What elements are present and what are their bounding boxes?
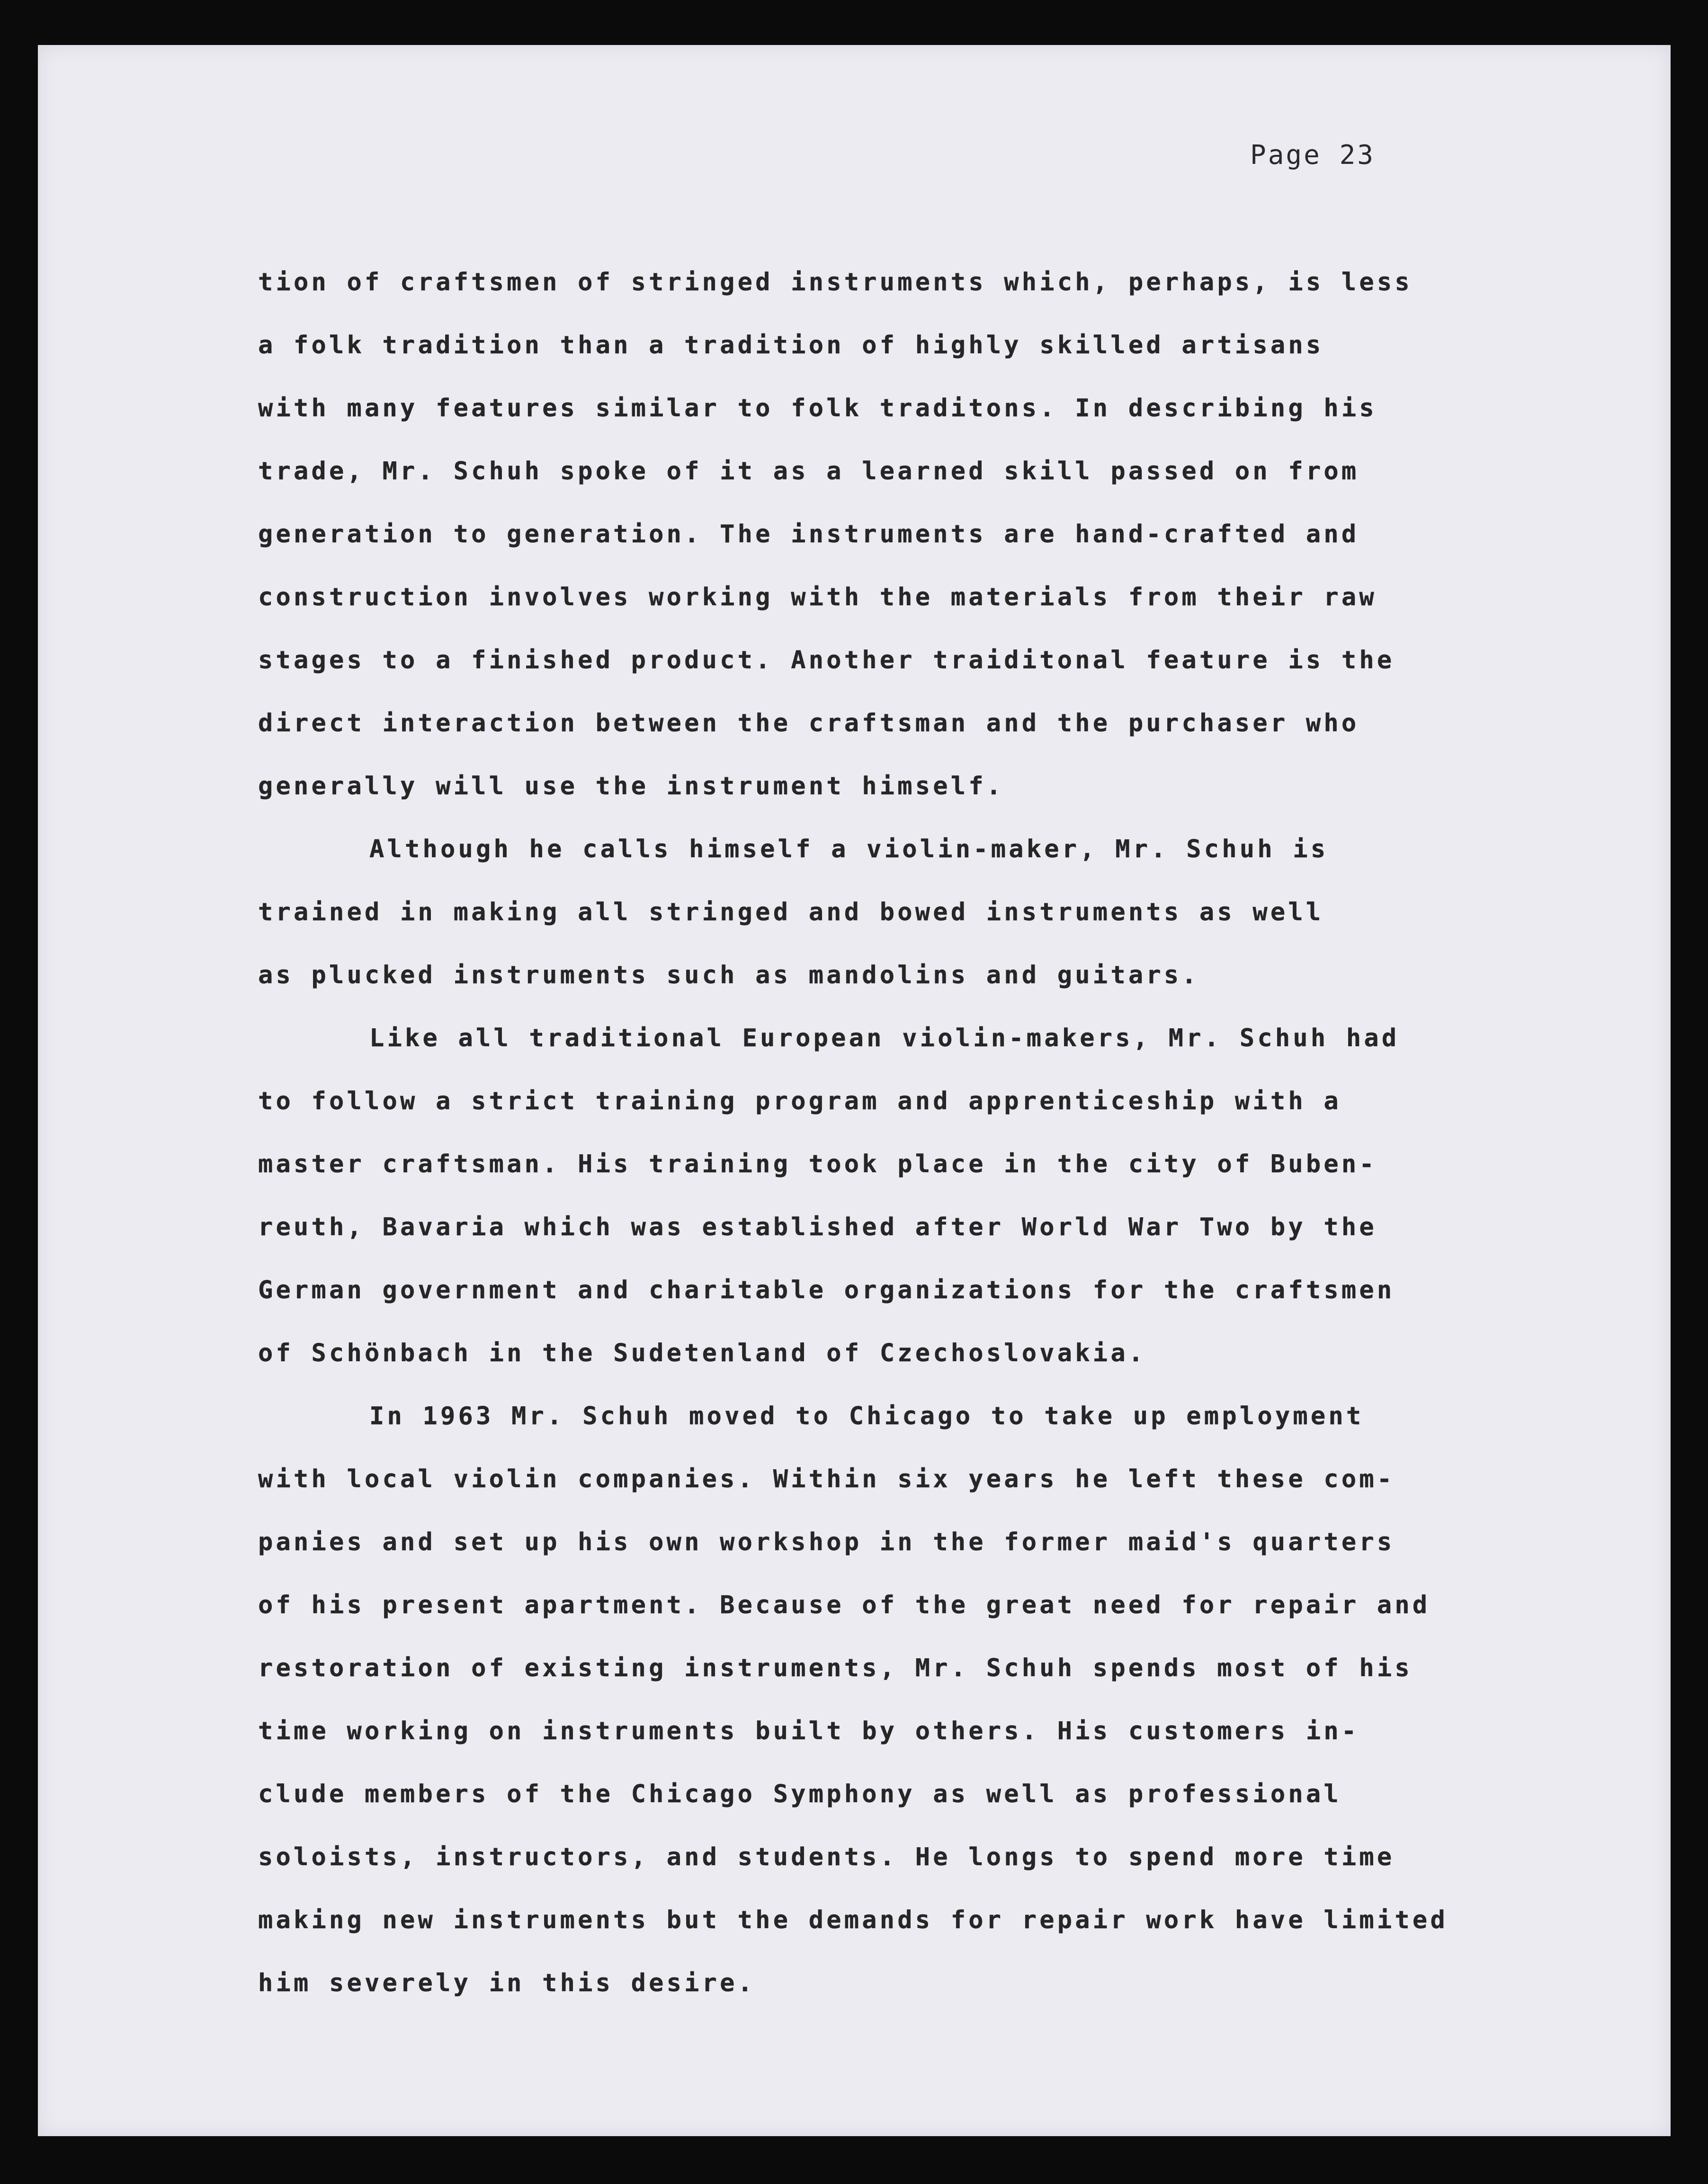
text-line: soloists, instructors, and students. He longs to spend more time	[258, 1843, 1395, 1871]
paragraph-start-line: In 1963 Mr. Schuh moved to Chicago to take up employment	[369, 1402, 1364, 1430]
text-line: a folk tradition than a tradition of highly skilled artisans	[258, 331, 1324, 360]
page-number: Page 23	[1250, 140, 1376, 171]
text-line: generation to generation. The instruments are hand-crafted and	[258, 520, 1359, 548]
text-line: him severely in this desire.	[258, 1969, 756, 1997]
paragraph-start-line: Like all traditional European violin-makers, Mr. Schuh had	[369, 1024, 1400, 1052]
text-line: panies and set up his own workshop in the former maid's quarters	[258, 1528, 1395, 1556]
text-line: clude members of the Chicago Symphony as well as professional	[258, 1780, 1341, 1808]
text-line: German government and charitable organizations for the craftsmen	[258, 1276, 1395, 1304]
text-line: making new instruments but the demands for repair work have limited	[258, 1906, 1448, 1934]
text-line: of his present apartment. Because of the great need for repair and	[258, 1591, 1431, 1619]
body-text	[258, 251, 1584, 2015]
text-line: tion of craftsmen of stringed instruments which, perhaps, is less	[258, 268, 1413, 297]
text-line: trade, Mr. Schuh spoke of it as a learned skill passed on from	[258, 457, 1359, 485]
text-line: with many features similar to folk traditons. In describing his	[258, 394, 1377, 422]
text-line: of Schönbach in the Sudetenland of Czechoslovakia.	[258, 1339, 1146, 1367]
text-line: trained in making all stringed and bowed instruments as well	[258, 898, 1324, 926]
text-line: reuth, Bavaria which was established after World War Two by the	[258, 1213, 1377, 1241]
text-line: construction involves working with the materials from their raw	[258, 583, 1377, 611]
paragraph-start-line: Although he calls himself a violin-maker, Mr. Schuh is	[369, 835, 1329, 863]
text-line: stages to a finished product. Another traiditonal feature is the	[258, 646, 1395, 674]
text-line: time working on instruments built by others. His customers in-	[258, 1717, 1359, 1745]
text-line: master craftsman. His training took place in the city of Buben-	[258, 1150, 1377, 1178]
text-line: to follow a strict training program and apprenticeship with a	[258, 1087, 1341, 1115]
text-line: restoration of existing instruments, Mr. Schuh spends most of his	[258, 1654, 1413, 1682]
text-line: direct interaction between the craftsman and the purchaser who	[258, 709, 1359, 737]
text-line: generally will use the instrument himself.	[258, 772, 1004, 800]
text-line: as plucked instruments such as mandolins and guitars.	[258, 961, 1199, 989]
text-line: with local violin companies. Within six years he left these com-	[258, 1465, 1395, 1493]
